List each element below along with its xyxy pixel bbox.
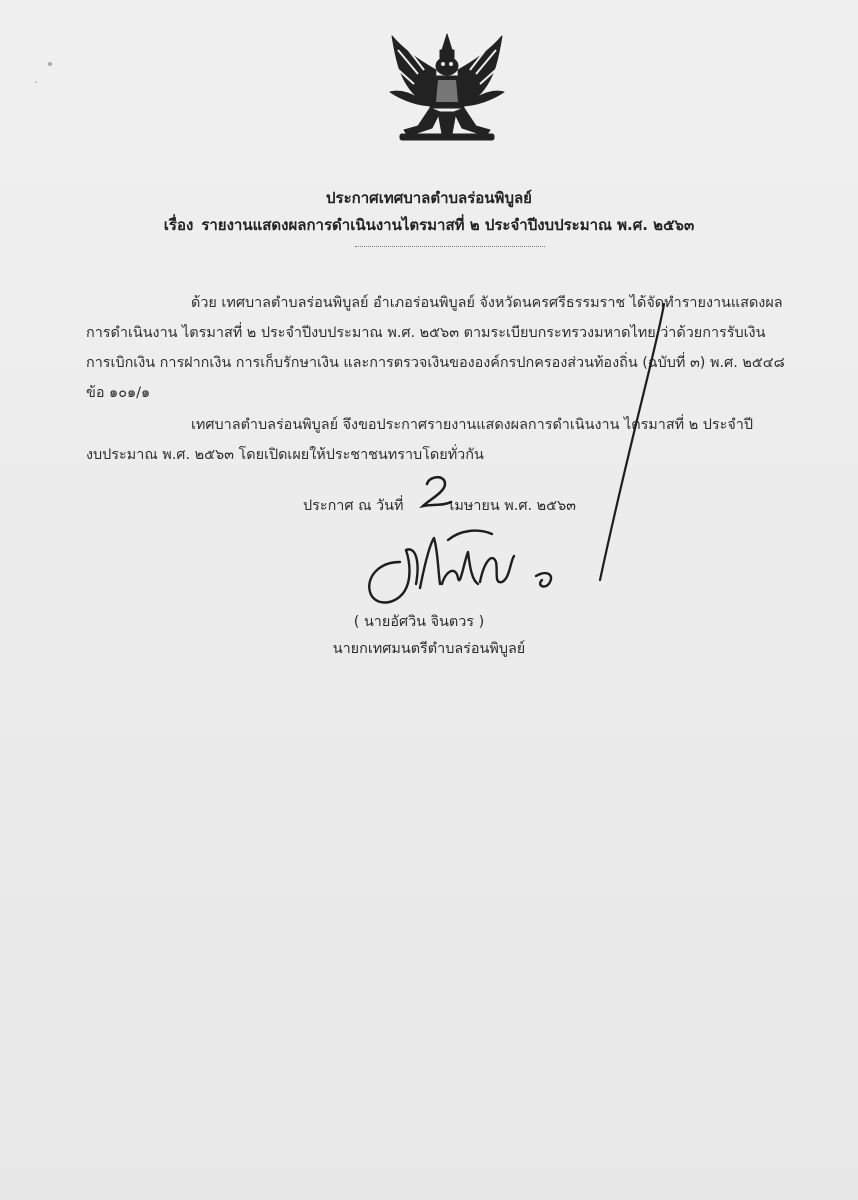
dotted-divider — [355, 246, 545, 247]
paragraph1-line: การดำเนินงาน ไตรมาสที่ ๒ ประจำปีงบประมาณ พ.ศ. ๒๕๖๓ ตามระเบียบกระทรวงมหาดไทย ว่าด้วยการรับเงิน — [86, 325, 766, 341]
handwritten-day — [419, 472, 457, 512]
paragraph1-line: ด้วย เทศบาลตำบลร่อนพิบูลย์ อำเภอร่อนพิบูลย์ จังหวัดนครศรีธรรมราช ได้จัดทำรายงานแสดงผล — [191, 295, 783, 311]
handwritten-signature — [360, 522, 620, 612]
subject-text: รายงานแสดงผลการดำเนินงานไตรมาสที่ ๒ ประจำปีงบประมาณ พ.ศ. ๒๕๖๓ — [201, 216, 695, 234]
signer-position: นายกเทศมนตรีตำบลร่อนพิบูลย์ — [332, 641, 526, 657]
announce-suffix: เมษายน พ.ศ. ๒๕๖๓ — [449, 498, 576, 514]
paragraph1-line: การเบิกเงิน การฝากเงิน การเก็บรักษาเงิน และการตรวจเงินขององค์กรปกครองส่วนท้องถิ่น (ฉบับที่ ๓) พ.ศ. ๒๕๔๘ — [86, 355, 785, 371]
paragraph1-line: ข้อ ๑๐๑/๑ — [86, 385, 151, 401]
document-subject — [0, 213, 858, 237]
garuda-emblem-icon — [378, 30, 516, 146]
signer-name: ( นายอัศวิน จินตวร ) — [353, 614, 485, 630]
paragraph2-line: เทศบาลตำบลร่อนพิบูลย์ จึงขอประกาศรายงานแสดงผลการดำเนินงาน ไตรมาสที่ ๒ ประจำปี — [191, 417, 754, 433]
announce-prefix: ประกาศ ณ วันที่ — [303, 498, 404, 514]
document-title: ประกาศเทศบาลตำบลร่อนพิบูลย์ — [326, 189, 532, 207]
paragraph2-line: งบประมาณ พ.ศ. ๒๕๖๓ โดยเปิดเผยให้ประชาชนทราบโดยทั่วกัน — [86, 447, 484, 463]
subject-label: เรื่อง — [163, 216, 194, 234]
paper-speck — [28, 52, 68, 92]
